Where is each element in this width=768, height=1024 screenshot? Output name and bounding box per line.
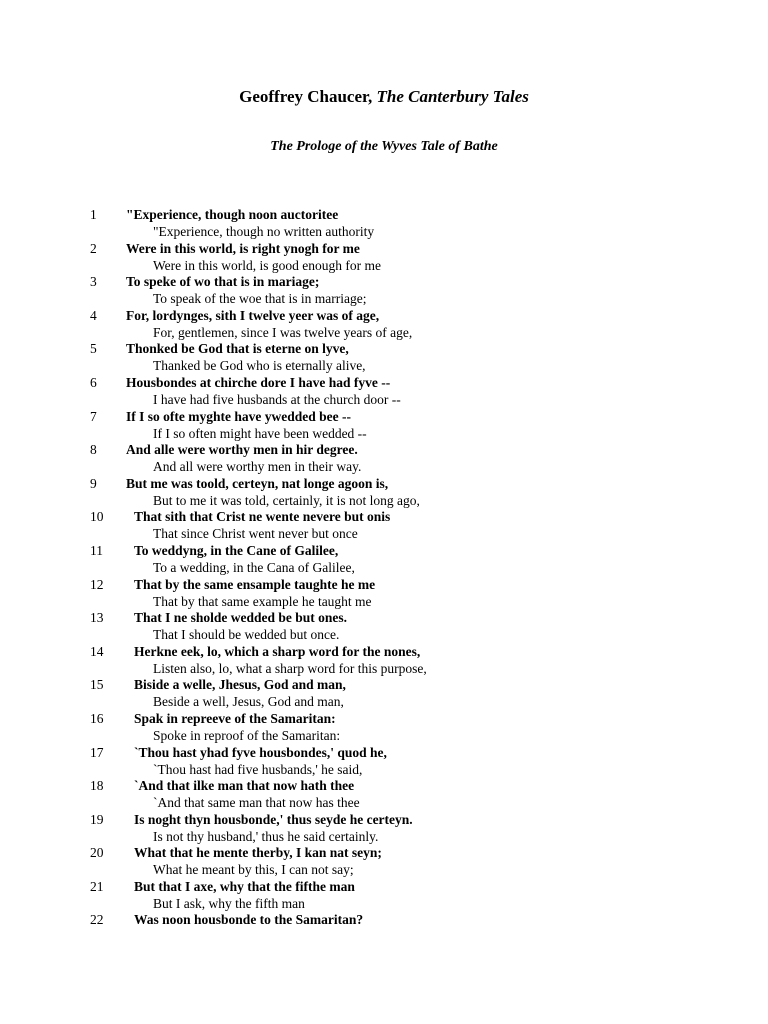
original-text: And alle were worthy men in hir degree. [126, 442, 358, 458]
original-text: Housbondes at chirche dore I have had fyve -- [126, 374, 391, 390]
line-number: 4 [90, 307, 97, 323]
line-number: 9 [90, 475, 97, 491]
line-number: 14 [90, 643, 104, 659]
verse-line [0, 744, 768, 778]
verse-line [0, 777, 768, 811]
original-text: To speke of wo that is in mariage; [126, 274, 320, 290]
translation-text: Beside a well, Jesus, God and man, [153, 694, 344, 710]
original-text: That I ne sholde wedded be but ones. [134, 610, 348, 626]
verse-line [0, 911, 768, 945]
translation-text: And all were worthy men in their way. [153, 459, 362, 475]
translation-text: I have had five husbands at the church door -- [153, 391, 401, 407]
original-text: Is noght thyn housbonde,' thus seyde he certeyn. [134, 811, 413, 827]
translation-text: That by that same example he taught me [153, 593, 372, 609]
original-text: To weddyng, in the Cane of Galilee, [134, 542, 339, 558]
line-number: 8 [90, 442, 97, 458]
translation-text: What he meant by this, I can not say; [153, 862, 354, 878]
line-number: 12 [90, 576, 104, 592]
original-text: That sith that Crist ne wente nevere but onis [134, 509, 391, 525]
verse-line [0, 609, 768, 643]
translation-text: To a wedding, in the Cana of Galilee, [153, 559, 355, 575]
verse-line [0, 273, 768, 307]
original-text: Biside a welle, Jhesus, God and man, [134, 677, 346, 693]
translation-text: Thanked be God who is eternally alive, [153, 358, 366, 374]
original-text: `And that ilke man that now hath thee [134, 778, 355, 794]
verse-line [0, 307, 768, 341]
translation-text: "Experience, though no written authority [153, 224, 375, 239]
original-text: But me was toold, certeyn, nat longe agoon is, [126, 475, 389, 491]
translation-text: Spoke in reproof of the Samaritan: [153, 727, 341, 743]
line-number: 2 [90, 240, 97, 256]
original-text: Thonked be God that is eterne on lyve, [126, 341, 349, 357]
original-text: Spak in repreeve of the Samaritan: [134, 710, 336, 726]
line-number: 17 [90, 744, 104, 760]
original-text: If I so ofte myghte have ywedded bee -- [126, 408, 351, 424]
original-text: Was noon housbonde to the Samaritan? [134, 912, 364, 928]
line-number: 7 [90, 408, 97, 424]
translation-text: `Thou hast had five husbands,' he said, [153, 761, 363, 777]
line-number: 3 [90, 274, 97, 290]
verse-list [0, 206, 768, 945]
translation-text: Is not thy husband,' thus he said certainly. [153, 828, 379, 844]
verse-line [0, 576, 768, 610]
translation-text: Were in this world, is good enough for me [153, 257, 381, 273]
verse-line [0, 475, 768, 509]
verse-line [0, 878, 768, 912]
translation-text: `And that same man that now has thee [153, 795, 360, 811]
original-text: For, lordynges, sith I twelve yeer was of age, [126, 307, 380, 323]
translation-text: That I should be wedded but once. [153, 627, 340, 643]
original-text: That by the same ensample taughte he me [134, 576, 376, 592]
translation-text: That since Christ went never but once [153, 526, 358, 542]
verse-line [0, 844, 768, 878]
original-text: `Thou hast yhad fyve housbondes,' quod he, [134, 744, 387, 760]
verse-line [0, 811, 768, 845]
original-text: What that he mente therby, I kan nat seyn; [134, 845, 382, 861]
translation-text: To speak of the woe that is in marriage; [153, 291, 367, 307]
line-number: 16 [90, 710, 104, 726]
verse-line [0, 643, 768, 677]
translation-text: But to me it was told, certainly, it is not long ago, [153, 492, 420, 508]
verse-line [0, 542, 768, 576]
verse-line [0, 374, 768, 408]
verse-line [0, 240, 768, 274]
verse-line [0, 676, 768, 710]
line-number: 19 [90, 811, 104, 827]
verse-line [0, 206, 768, 240]
line-number: 10 [90, 509, 104, 525]
line-number: 18 [90, 778, 104, 794]
verse-line [0, 340, 768, 374]
line-number: 11 [90, 542, 103, 558]
original-text: But that I axe, why that the fifthe man [134, 878, 355, 894]
original-text: "Experience, though noon auctoritee [126, 207, 339, 222]
verse-line [0, 508, 768, 542]
line-number: 13 [90, 610, 104, 626]
page-title [0, 86, 768, 108]
line-number: 20 [90, 845, 104, 861]
translation-text: Listen also, lo, what a sharp word for this purpose, [153, 660, 427, 676]
work-title: The Canterbury Tales [376, 87, 529, 106]
line-number: 15 [90, 677, 104, 693]
translation-text: For, gentlemen, since I was twelve years of age, [153, 324, 413, 340]
original-text: Were in this world, is right ynogh for me [126, 240, 360, 256]
line-number: 22 [90, 912, 104, 928]
line-number: 5 [90, 341, 97, 357]
author-name: Geoffrey Chaucer, [239, 87, 373, 106]
section-subtitle: The Prologe of the Wyves Tale of Bathe [270, 139, 498, 154]
translation-text: If I so often might have been wedded -- [153, 425, 367, 441]
verse-line [0, 408, 768, 442]
verse-line [0, 441, 768, 475]
translation-text: But I ask, why the fifth man [153, 895, 305, 911]
line-number: 21 [90, 878, 104, 894]
line-number: 6 [90, 374, 97, 390]
line-number: 1 [90, 207, 97, 222]
verse-line [0, 710, 768, 744]
original-text: Herkne eek, lo, which a sharp word for the nones, [134, 643, 421, 659]
